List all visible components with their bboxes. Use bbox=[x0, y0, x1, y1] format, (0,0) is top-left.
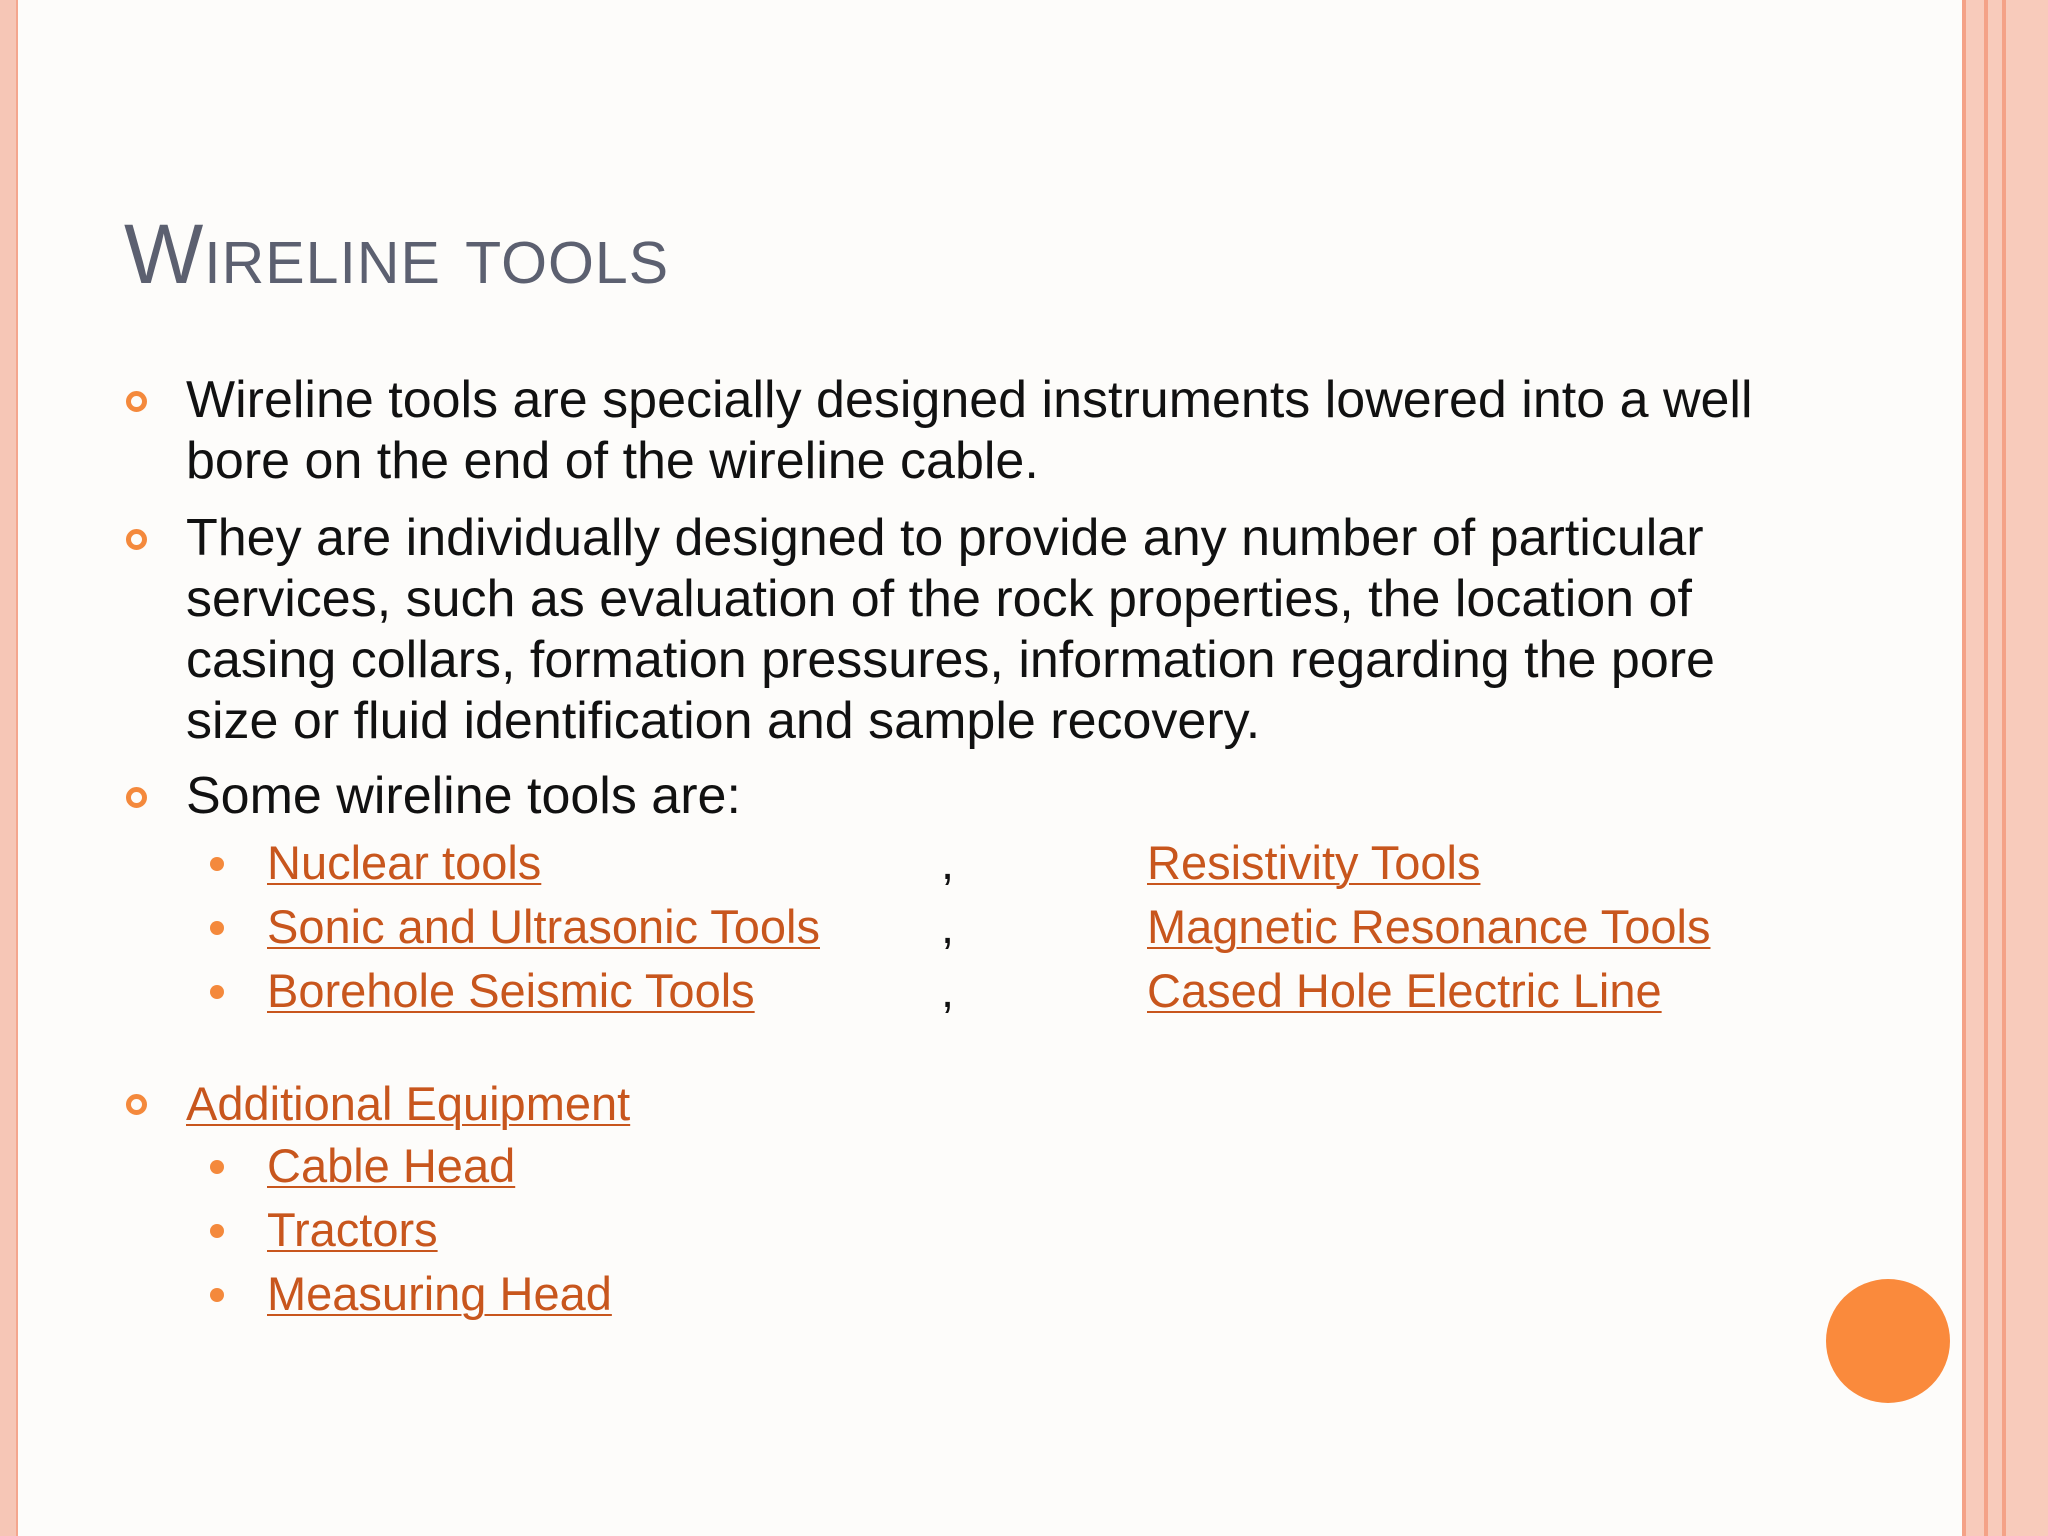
slide-title: Wireline tools bbox=[124, 207, 670, 301]
link-tractors[interactable]: Tractors bbox=[267, 1203, 438, 1256]
ring-bullet-icon bbox=[126, 1094, 147, 1115]
tool-row bbox=[124, 831, 1764, 895]
link-measuring-head[interactable]: Measuring Head bbox=[267, 1267, 612, 1320]
link-borehole-seismic-tools[interactable]: Borehole Seismic Tools bbox=[267, 964, 755, 1017]
frame-line bbox=[2002, 0, 2006, 1536]
link-resistivity-tools[interactable]: Resistivity Tools bbox=[1147, 836, 1481, 889]
frame-line bbox=[1962, 0, 1966, 1536]
dot-bullet-icon bbox=[210, 1160, 224, 1174]
ring-bullet-icon bbox=[126, 529, 147, 550]
tool-row bbox=[124, 959, 1764, 1023]
sub-item bbox=[124, 1262, 1764, 1326]
tool-row bbox=[124, 895, 1764, 959]
link-cased-hole-electric-line[interactable]: Cased Hole Electric Line bbox=[1147, 964, 1662, 1017]
dot-bullet-icon bbox=[210, 985, 224, 999]
ring-bullet-icon bbox=[126, 787, 147, 808]
separator: , bbox=[941, 900, 955, 953]
tools-list bbox=[124, 831, 1764, 1023]
bullet-text: Some wireline tools are: bbox=[186, 767, 741, 825]
frame-line bbox=[1984, 0, 1988, 1536]
bullet-text: Wireline tools are specially designed instruments lowered into a well bore on the end of the wireline cable. bbox=[186, 371, 1753, 490]
separator: , bbox=[941, 836, 955, 889]
bullet-item bbox=[124, 1073, 1764, 1134]
link-cable-head[interactable]: Cable Head bbox=[267, 1139, 516, 1192]
dot-bullet-icon bbox=[210, 1224, 224, 1238]
sub-item bbox=[124, 1198, 1764, 1262]
link-sonic-ultrasonic-tools[interactable]: Sonic and Ultrasonic Tools bbox=[267, 900, 820, 953]
bullet-text: They are individually designed to provide any number of particular services, such as evaluation of the rock properties, the location of casing collars, formation pressures, information regarding the pore size or fluid identification and sample recovery. bbox=[186, 509, 1715, 750]
link-magnetic-resonance-tools[interactable]: Magnetic Resonance Tools bbox=[1147, 900, 1711, 953]
link-nuclear-tools[interactable]: Nuclear tools bbox=[267, 836, 542, 889]
ring-bullet-icon bbox=[126, 391, 147, 412]
link-additional-equipment[interactable]: Additional Equipment bbox=[186, 1077, 631, 1130]
right-frame-border bbox=[1962, 0, 2048, 1536]
bullet-item bbox=[124, 370, 1764, 492]
left-frame-border bbox=[0, 0, 18, 1536]
separator: , bbox=[941, 964, 955, 1017]
decorative-circle bbox=[1826, 1279, 1950, 1403]
dot-bullet-icon bbox=[210, 857, 224, 871]
dot-bullet-icon bbox=[210, 921, 224, 935]
sub-item bbox=[124, 1134, 1764, 1198]
bullet-item bbox=[124, 766, 1764, 827]
bullet-item bbox=[124, 508, 1764, 752]
dot-bullet-icon bbox=[210, 1288, 224, 1302]
slide-content bbox=[124, 370, 1764, 1326]
